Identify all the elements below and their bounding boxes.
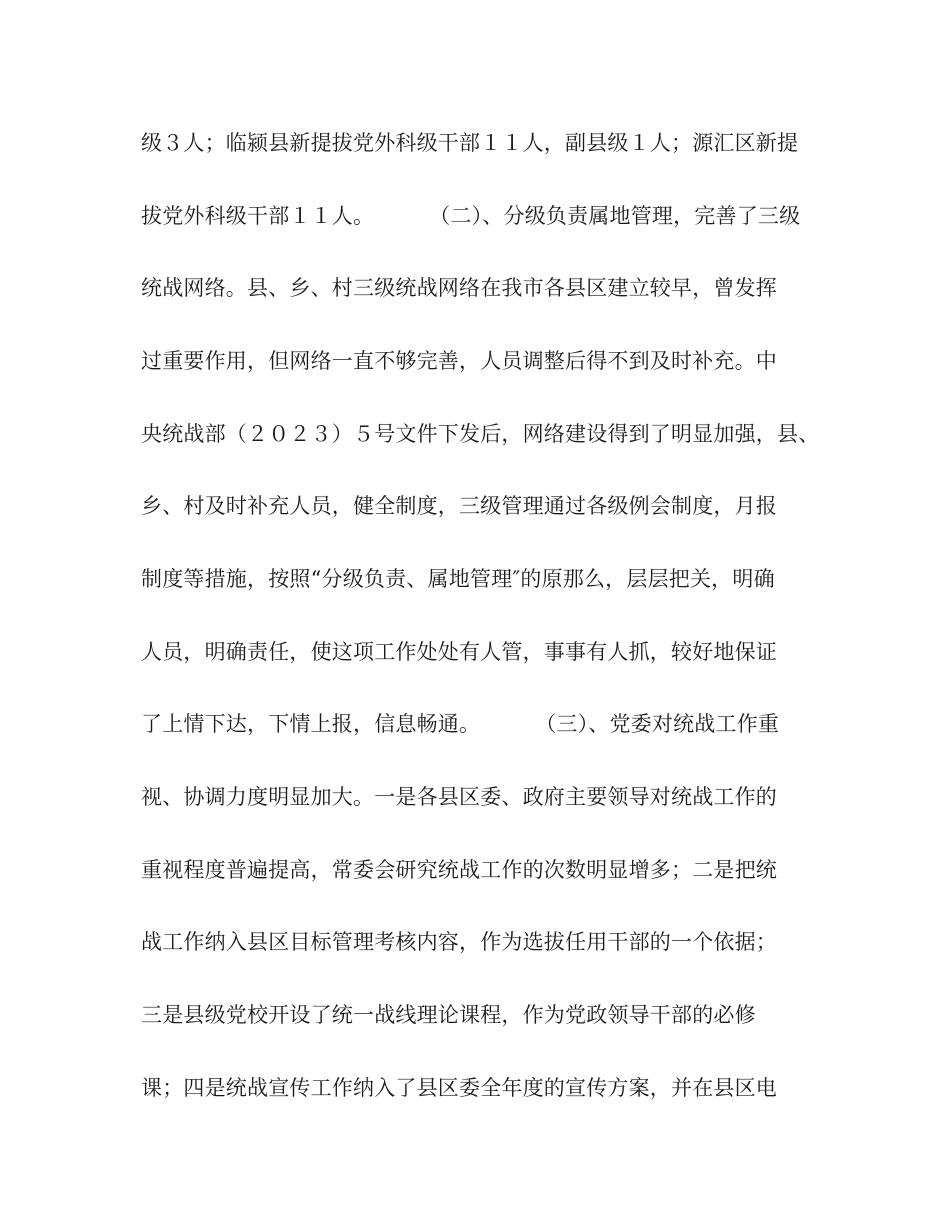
text-line: 级３人；临颍县新提拔党外科级干部１１人，副县级１人；源汇区新提 [141,131,799,155]
text-line: 人员，明确责任，使这项工作处处有人管，事事有人抓，较好地保证 [141,640,777,664]
text-line: 课；四是统战宣传工作纳入了县区委全年度的宣传方案，并在县区电 [141,1076,777,1100]
text-line: 了上情下达，下情上报，信息畅通。 （三）、党委对统战工作重 [141,712,780,736]
text-line: 重视程度普遍提高，常委会研究统战工作的次数明显增多；二是把统 [141,858,777,882]
text-line: 拔党外科级干部１１人。 （二）、分级负责属地管理，完善了三级 [141,204,801,228]
text-line: 制度等措施，按照“分级负责、属地管理″的原那么，层层把关，明确 [141,567,775,591]
text-line: 三是县级党校开设了统一战线理论课程，作为党政领导干部的必修 [141,1003,756,1027]
text-line: 统战网络。县、乡、村三级统战网络在我市各县区建立较早，曾发挥 [141,276,777,300]
text-line: 战工作纳入县区目标管理考核内容，作为选拔任用干部的一个依据； [141,930,777,954]
text-line: 视、协调力度明显加大。一是各县区委、政府主要领导对统战工作的 [141,785,777,809]
text-line: 过重要作用，但网络一直不够完善，人员调整后得不到及时补充。中 [141,349,777,373]
text-line: 央统战部（２０２３）５号文件下发后，网络建设得到了明显加强，县、 [141,422,820,446]
text-line: 乡、村及时补充人员，健全制度，三级管理通过各级例会制度，月报 [141,494,777,518]
